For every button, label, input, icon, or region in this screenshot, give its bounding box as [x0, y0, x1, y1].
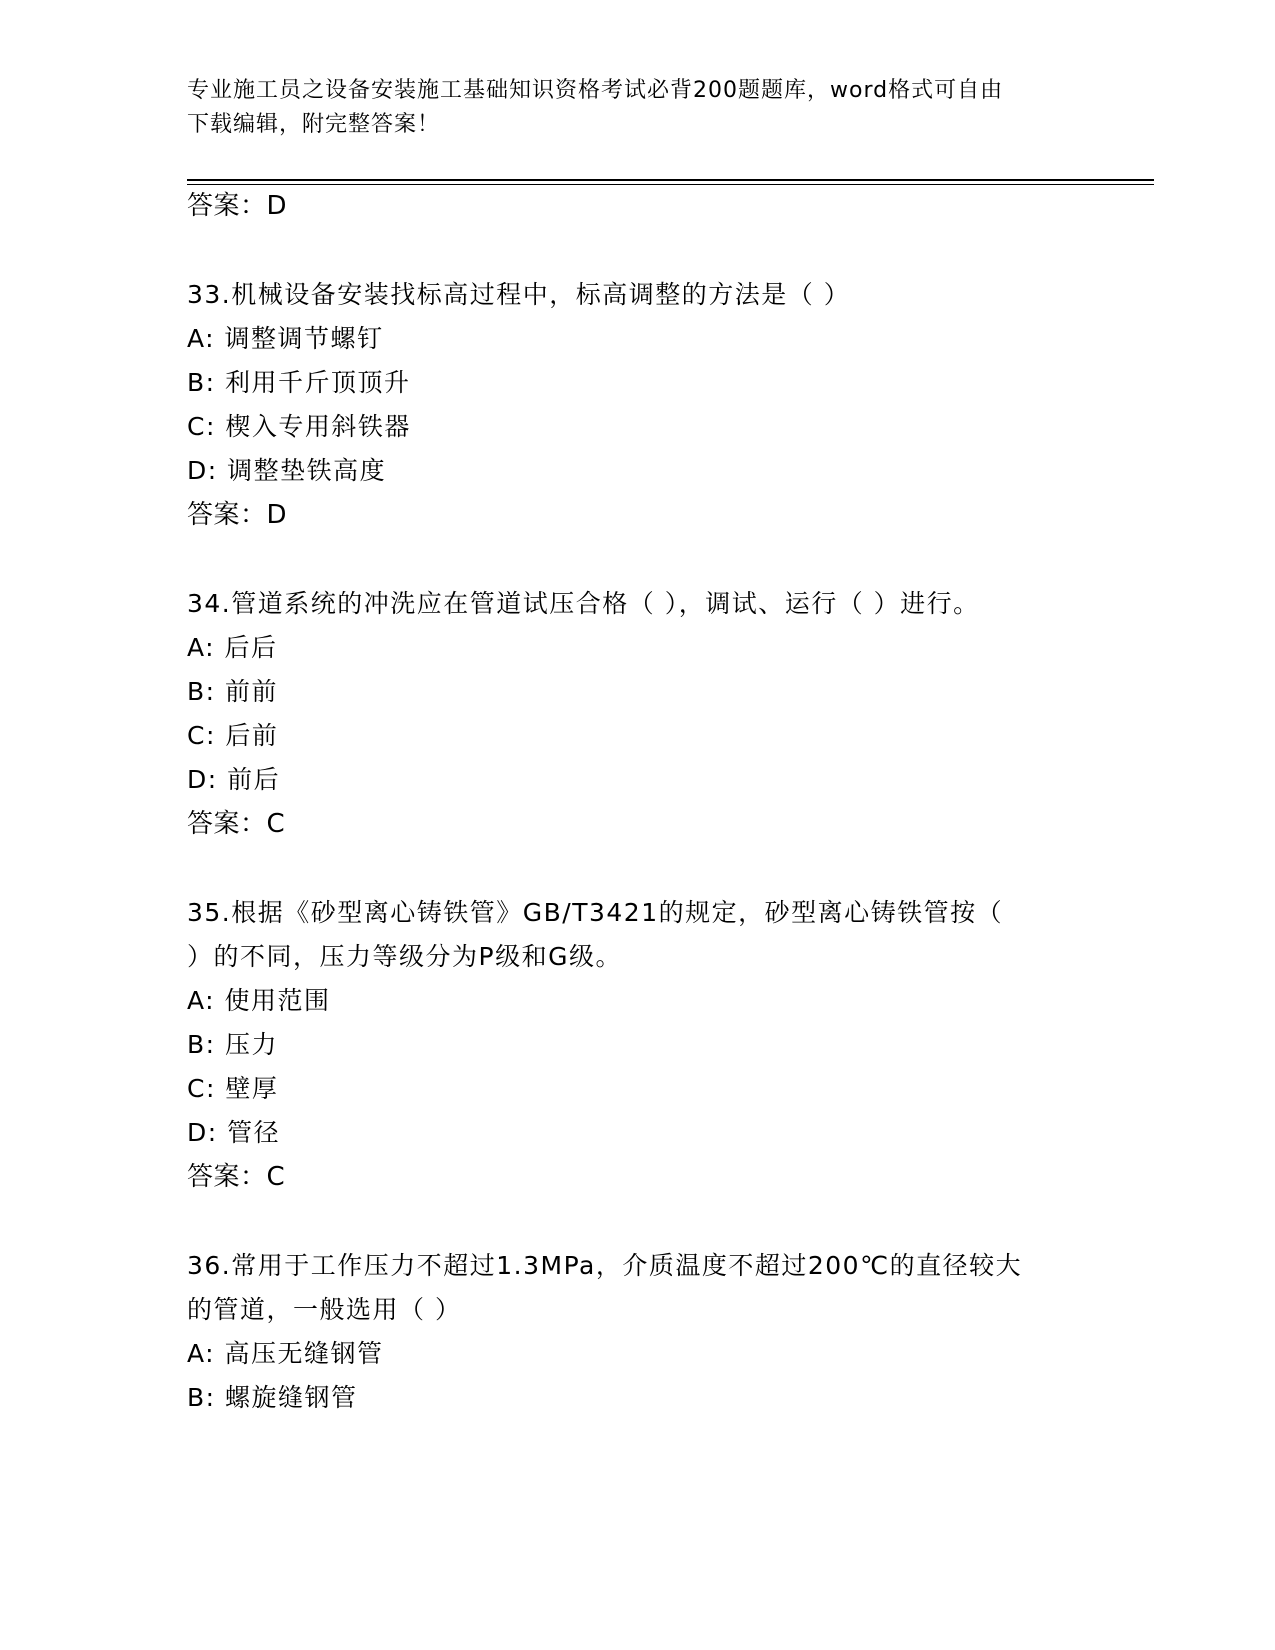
- question-33-option-b: B: 利用千斤顶顶升: [187, 368, 411, 397]
- answer-prev: 答案：D: [187, 191, 288, 221]
- question-34-option-c: C: 后前: [187, 721, 279, 750]
- question-35-stem-line-1: 35.根据《砂型离心铸铁管》GB/T3421的规定，砂型离心铸铁管按（: [187, 898, 1004, 927]
- header-divider-thin: [187, 184, 1154, 185]
- question-36-option-a: A: 高压无缝钢管: [187, 1339, 384, 1368]
- question-35-answer: 答案：C: [187, 1162, 286, 1192]
- question-33-option-c: C: 楔入专用斜铁器: [187, 412, 411, 441]
- question-33-answer: 答案：D: [187, 500, 288, 530]
- header-line-1: 专业施工员之设备安装施工基础知识资格考试必背200题题库，word格式可自由: [187, 78, 1004, 103]
- question-35-option-c: C: 壁厚: [187, 1074, 279, 1103]
- question-36-stem-line-2: 的管道，一般选用（ ）: [187, 1295, 462, 1324]
- question-35-option-a: A: 使用范围: [187, 986, 331, 1015]
- question-34-answer: 答案：C: [187, 809, 286, 839]
- document-header: [187, 74, 1067, 142]
- question-36-stem-line-1: 36.常用于工作压力不超过1.3MPa，介质温度不超过200℃的直径较大: [187, 1251, 1023, 1280]
- question-34-option-b: B: 前前: [187, 677, 279, 706]
- question-34-stem: 34.管道系统的冲洗应在管道试压合格（ ），调试、运行（ ）进行。: [187, 589, 980, 618]
- question-34-option-a: A: 后后: [187, 633, 278, 662]
- header-line-2: 下载编辑，附完整答案！: [187, 112, 441, 137]
- question-35-option-b: B: 压力: [187, 1030, 279, 1059]
- question-34-option-d: D: 前后: [187, 765, 281, 794]
- question-33-option-d: D: 调整垫铁高度: [187, 456, 387, 485]
- question-35-option-d: D: 管径: [187, 1118, 281, 1147]
- question-35-stem-line-2: ）的不同，压力等级分为P级和G级。: [187, 942, 622, 971]
- question-36-option-b: B: 螺旋缝钢管: [187, 1383, 358, 1412]
- header-divider: [187, 179, 1154, 181]
- question-33-stem: 33.机械设备安装找标高过程中，标高调整的方法是（ ）: [187, 280, 851, 309]
- question-33-option-a: A: 调整调节螺钉: [187, 324, 384, 353]
